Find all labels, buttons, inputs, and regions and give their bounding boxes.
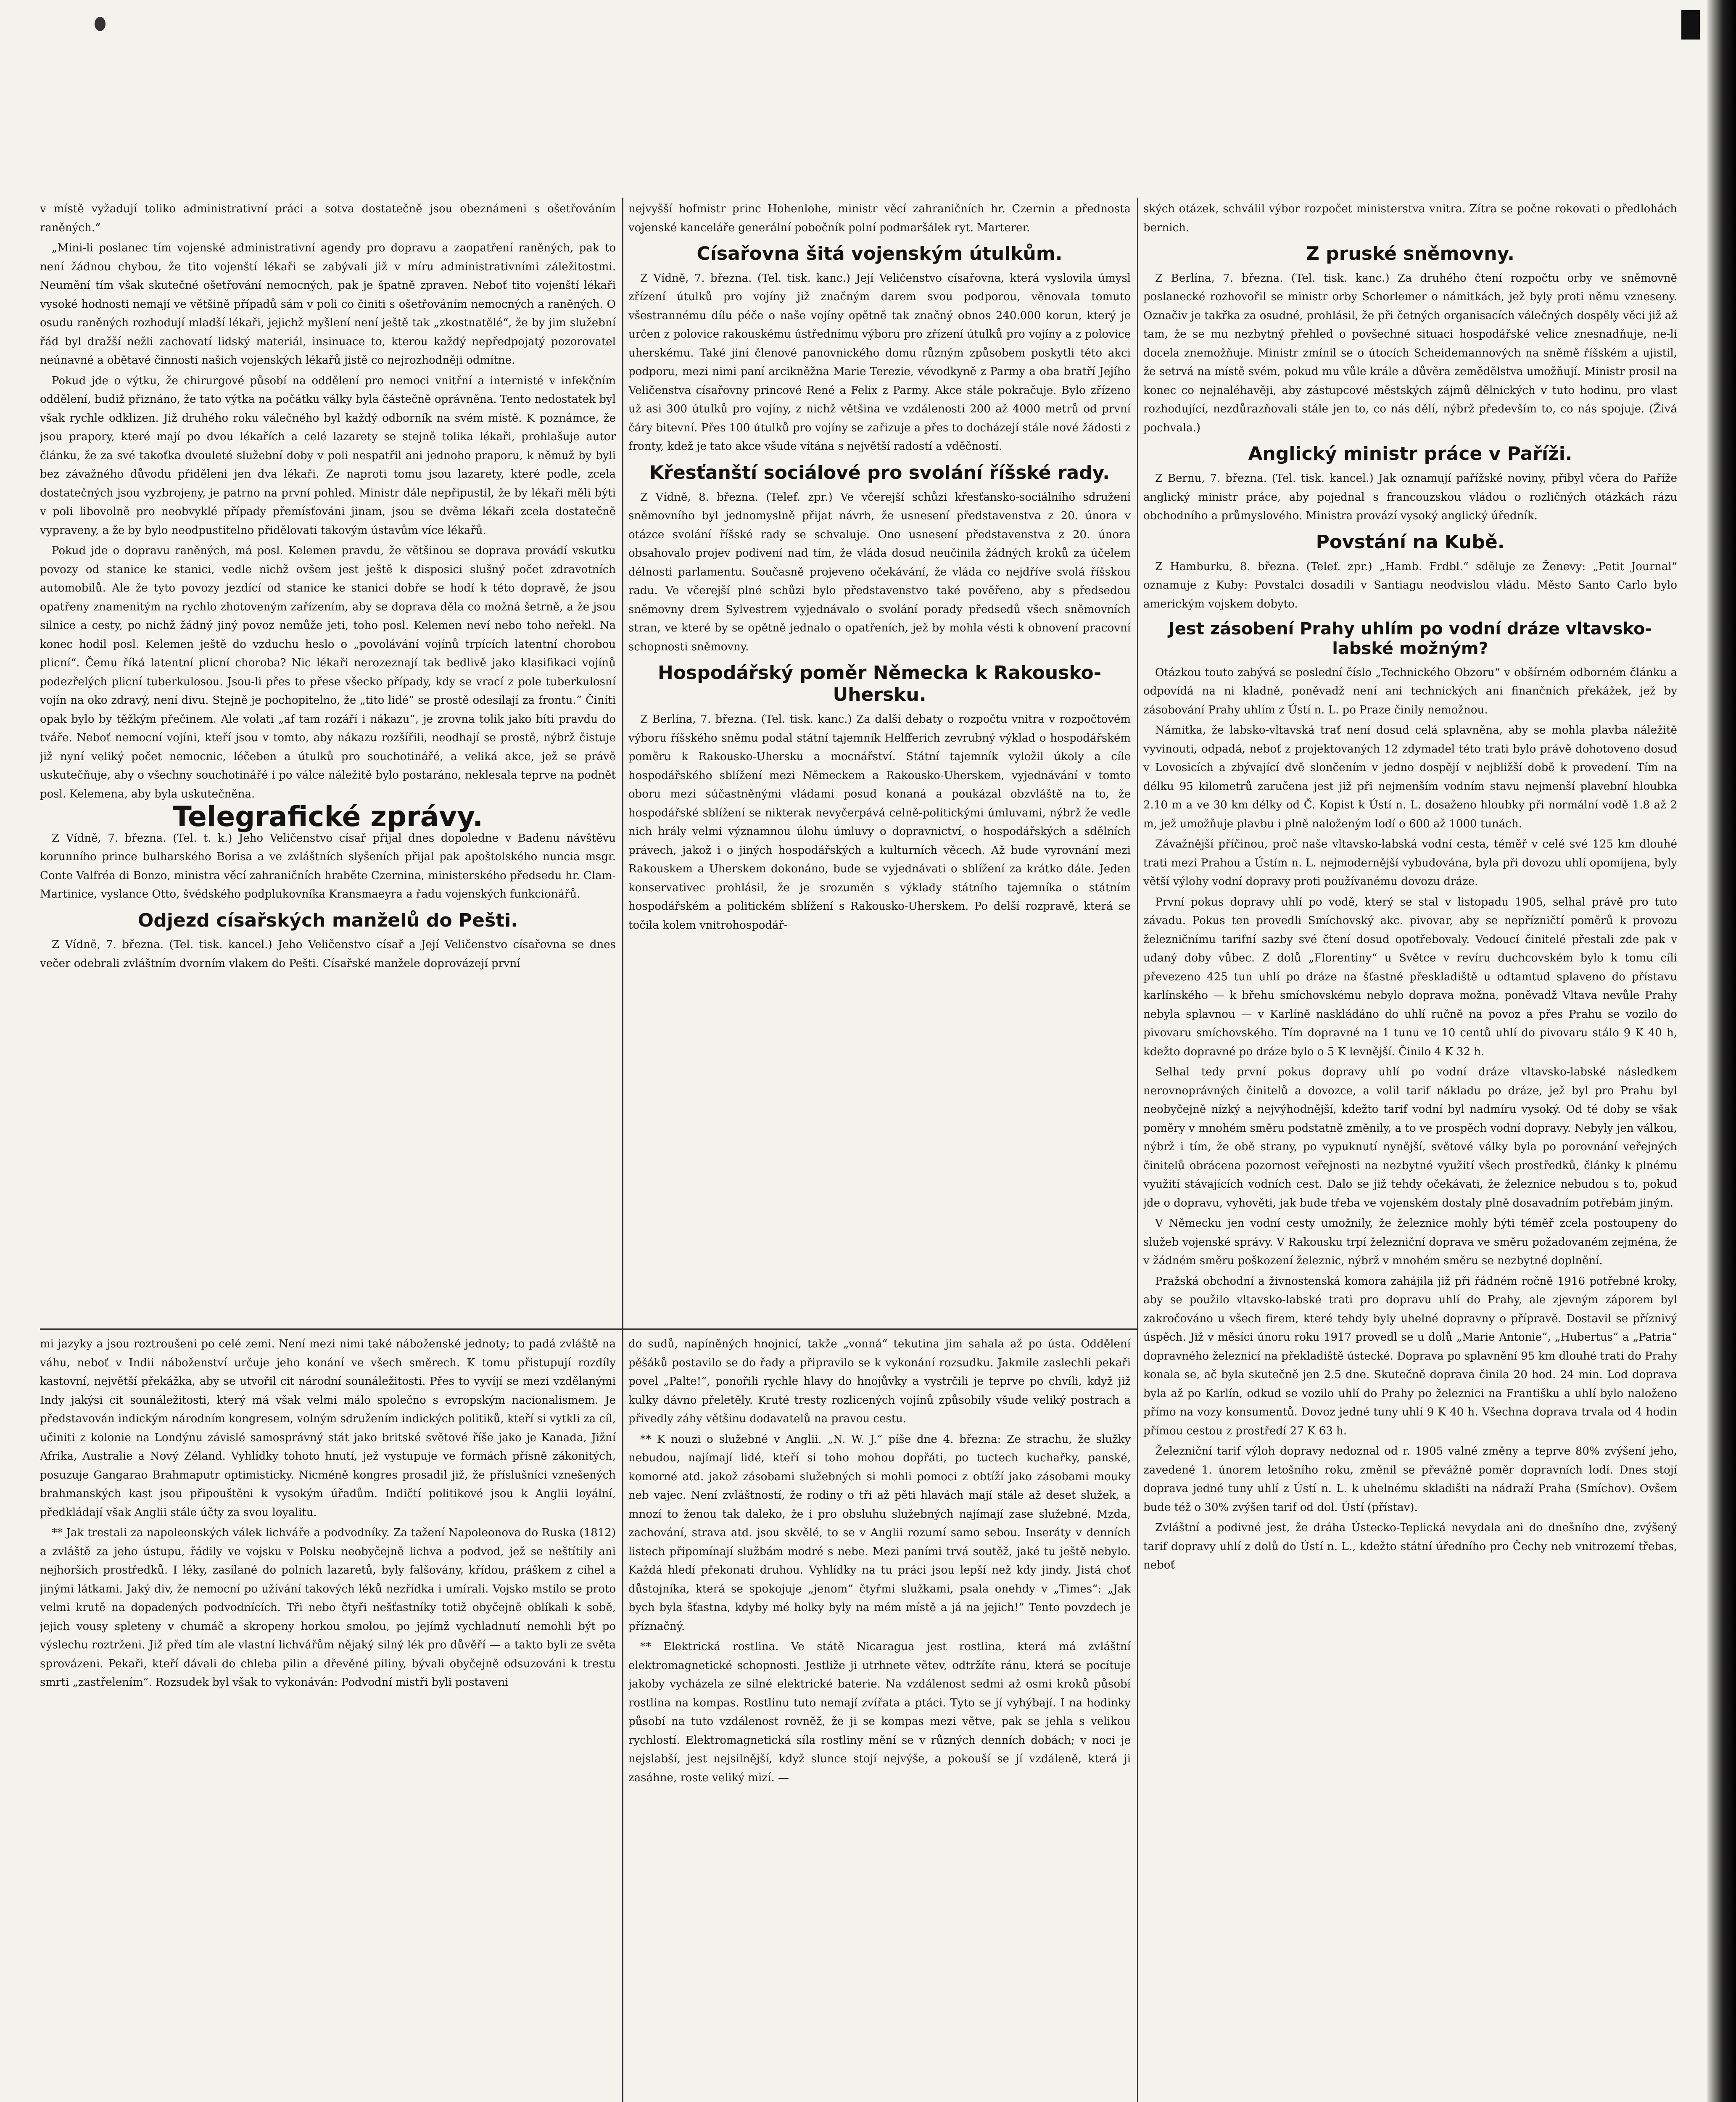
article-text: Železniční tarif výloh dopravy nedoznal od r. 1905 valné změny a teprve 80% zvýšení jeho, zavedené 1. únorem letošního roku, změnil se převážně poměr dopravních lodí. Dnes stojí doprava jedné tuny uhlí z Ústí n. L. k uhelnému skladišti na nádraží Praha (Smíchov). Ovšem bude též o 30% zvýšen tarif od dol. Ústí (přístav). [1143, 1445, 1677, 1514]
middle-column-top [628, 200, 1131, 1326]
news-item: Z Vídně, 7. března. (Tel. t. k.) Jeho Veličenstvo císař přijal dnes dopoledne v Badenu návštěvu korunního prince bulharského Borisa a ve zvláštních slyšeních přijal pak apoštolského nuncia msgr. Conte Valfréa di Bonzo, ministra věcí zahraničních hraběte Czernina, ministerského předsedu hr. Clam-Martinice, vyslance Otto, švédského podplukovníka Kransmaeyra a řadu vojenských funkcionářů. [40, 832, 616, 900]
article-heading: Z pruské sněmovny. [1306, 243, 1514, 264]
article-text: ** Jak trestali za napoleonských válek lichváře a podvodníky. Za tažení Napoleonova do Ruska (1812) a zvláště za jeho ústupu, řádily ve vojsku v Polsku neobyčejně lichva a podvod, jež se neštítily ani nejhorších prostředků. I léky, zasílané do polních lazaretů, byly falšovány, křídou, práškem z cihel a jinými látkami. Jaký div, že nemocní po užívání takových léků nezřídka i umírali. Vojsko mstilo se proto velmi krutě na dopadených podvodnících. Tři nebo čtyři nešťastníky totiž obyčejně oblíkali k sobě, jejich vousy spleteny v chumáč a skropeny horkou smolou, po jejímž vychladnutí nemohli být po výslechu roztrženi. Již před tím ale vlastní lichvářům nějaký silný lék pro důvěří — a takto byli ze světa sprovázeni. Pekaři, kteří dávali do chleba pilin a dřevěné piliny, bývali obyčejně odsuzováni k trestu smrti „zastřelením“. Rozsudek byl však to vykonáván: Podvodní mistři byli postaveni [40, 1526, 616, 1689]
ink-dot [95, 17, 106, 31]
middle-column-bottom [628, 1335, 1131, 2102]
article-text: ** K nouzi o služebné v Anglii. „N. W. J.“ píše dne 4. března: Ze strachu, že služky nebudou, najímají lidé, kteří si toho mohou dopřáti, po tuctech kuchařky, panské, komorné atd. jakož zásobami služebných si mohli pomoci z obtíží jako zásobami mouky neb vajec. Není zvláštností, že rodiny o tři až pěti hlavách mají stále až deset služek, a mnozí to ženou tak daleko, že i pro obsluhu služebných najímají zase služebné. Mzda, zachování, strava atd. jsou skvělé, to se v Anglii rozumí samo sebou. Inseráty v denních listech připomínají službám modré s nebe. Mezi paními trvá soutěž, jaké tu ještě nebylo. Každá hledí překonati druhou. Vyhlídky na tu práci jsou lepší než kdy jindy. Jistá choť důstojníka, která se spokojuje „jenom“ čtyřmi služkami, psala onehdy v „Times“: „Jak bych byla šťastna, kdyby mé holky byly na mém místě a já na jejich!“ Tento povzdech je příznačný. [628, 1433, 1131, 1633]
article-text: První pokus dopravy uhlí po vodě, který se stal v listopadu 1905, selhal právě pro tuto závadu. Pokus ten provedli Smíchovský akc. pivovar, aby se nepřízničtí poměrů k provozu železničnímu tarifní sazby své čtení dosud opotřebovaly. Vedoucí činitelé přestali zde pak v udaný doby vůbec. Z dolů „Florentiny“ u Světce v revíru duchcovském bylo k tomu cíli převezeno 425 tun uhlí po dráze na šťastné přeskladiště u odtamtud splaveno do přístavu karlínského — k břehu smíchovskému nebylo doprava možna, poněvadž Vltava nevůle Prahy nebyla splavnou — v Karlíně naskládáno do uhlí ručně na povoz a přes Prahu se vozilo do pivovaru smíchovského. Tím dopravné na 1 tunu ve 10 centů uhlí do pivovaru stálo 9 K 40 h, kdežto dopravné po dráze bylo o 5 K levnější. Činilo 4 K 32 h. [1143, 895, 1677, 1058]
news-item: ských otázek, schválil výbor rozpočet ministerstva vnitra. Zítra se počne rokovati o předlohách bernich. [1143, 203, 1677, 234]
column-rule [1137, 198, 1138, 2102]
column-rule [622, 198, 623, 1328]
news-item: Z Vídně, 7. března. (Tel. tisk. kanc.) Její Veličenstvo císařovna, která vyslovila úmysl zřízení útulků pro vojíny již značným darem svou podporou, věnovala tomuto všestrannému dílu péče o naše vojíny opětně tak značný obnos 240.000 korun, který je určen z polovice rakouskému ústřednímu výboru pro zřízení útulků pro vojíny a z polovice uherskému. Také jiní členové panovnického domu různým způsobem poskytli této akci podporu, mezi nimi paní arcikněžna Marie Terezie, vévodkyně z Parmy a oba bratří Jejího Veličenstva císařovny princové René a Felix z Parmy. Akce stále pokračuje. Bylo zřízeno už asi 300 útulků pro vojíny, z nichž většina ve vzdálenosti 200 až 4000 metrů od první čáry bitevní. Přes 100 útulků pro vojíny se zařizuje a přes to docházejí stále nové žádosti z fronty, kdež je tato akce všude vítána s největší radostí a vděčností. [628, 272, 1131, 453]
article-heading: Anglický ministr práce v Paříži. [1248, 443, 1572, 465]
article-heading: Povstání na Kubě. [1316, 531, 1505, 553]
news-item: Z Berlína, 7. března. (Tel. tisk. kanc.) Za druhého čtení rozpočtu orby ve sněmovně poslanecké rozhovořil se ministr orby Schorlemer o námitkách, jež byly proti němu vzneseny. Označiv je takřka za osudné, prohlásil, že při četných organisacích válečných dospěly věci již až tam, že se mu nezbytný přehled o povšechné situaci hospodářské velice znesnadňuje, ne-li docela znemožňuje. Ministr zmínil se o útocích Scheidemannových na sněmě říšském a ujistil, že setrvá na místě svém, pokud mu vůle krále a důvěra zemědělstva umožňují. Ministr prosil na konec co nejnaléhavěji, aby zástupcové městských zájmů dělnických v tuto hodinu, pro vlast rozhodující, nezdůrazňovali stále jen to, co nás dělí, nýbrž především to, co nás spojuje. (Živá pochvala.) [1143, 272, 1677, 434]
article-text: „Mini-li poslanec tím vojenské administrativní agendy pro dopravu a zaopatření raněných, pak to není žádnou chybou, že tito vojenští lékaři se zabývali již v míru administrativními záležitostmi. Neumění tím však skutečné ošetřování nemocných, pak je špatně zpraven. Neboť tito vojenští lékaři vysoké hodnosti nemají ve většině případů sám v poli co činiti s ošetřováním nemocných a raněných. O osudu raněných rozhodují mladší lékaři, jejichž myšlení není ještě tak „zkostnatělé“, že by jim služební řád byl dražší nežli zachovatí lidský materiál, insinuace to, kterou každý nepředpojatý pozorovatel neúnavné a obětavé činnosti našich vojenských lékařů jistě co nejrozhodněji odmítne. [40, 242, 616, 367]
news-item: Z Hamburku, 8. března. (Telef. zpr.) „Hamb. Frdbl.“ sděluje ze Ženevy: „Petit Journal“ oznamuje z Kuby: Povstalci dosadili v Santiagu neodvislou vládu. Město Santo Carlo bylo americkým vojskem dobyto. [1143, 560, 1677, 610]
news-item: nejvyšší hofmistr princ Hohenlohe, ministr věcí zahraničních hr. Czernin a přednosta vojenské kanceláře generální pobočník polní podmaršálek ryt. Marterer. [628, 203, 1131, 234]
article-text: mi jazyky a jsou roztroušeni po celé zemi. Není mezi nimi také náboženské jednoty; to padá zvláště na váhu, neboť v Indii náboženství určuje jeho konání ve všech směrech. K tomu přistupují rozdíly kastovní, největší překážka, aby se utvořil cit národní sounáležitosti. Přes to vyvíjí se mezi vzdělanými Indy jakýsi cit sounáležitosti, který má však velmi málo společno s evropským nacionalismem. Je představován indickým národním kongresem, volným sdružením indických politiků, kteří si vytkli za cíl, učiniti z kolonie na Londýnu závislé samosprávný stát jako britské světové říše jako je Kanada, Jižní Afrika, Australie a Nový Zéland. Vyhlídky tohoto hnutí, jež vystupuje ve formách přísně zákonitých, posuzuje Gangarao Brahmaputr optimisticky. Nicméně kongres prosadil již, že příslušníci vznešených brahmanských kast jsou připouštěni k vysokým úřadům. Indičtí politikové jsou k Anglii loyální, předkládají však Anglii stále účty za svou loyalitu. [40, 1338, 616, 1519]
right-column [1143, 200, 1677, 2102]
article-text: Pražská obchodní a živnostenská komora zahájila již při řádném ročně 1916 potřebné kroky, aby se použilo vltavsko-labské trati pro dopravu uhlí do Prahy, ale zjevným záporem byl zakročováno u všech firem, které tehdy byly uhelné dopravny o přípravě. Dostavil se příznivý úspěch. Již v měsíci únoru roku 1917 provedl se u dolů „Marie Antonie“, „Hubertus“ a „Patria“ dopravného železnicí na překladiště ústecké. Doprava po splavnění 95 km dlouhé trati do Prahy konala se, ač byla skutečně jen 2.5 dne. Skutečně doprava činila 20 hod. 24 min. Lod doprava byla až po Karlín, odkud se vozilo uhlí do Prahy po železnici na Františku a uhlí bylo naloženo přímo na vozy konsumentů. Dovoz jedné tuny uhlí 9 K 40 h. Všechna doprava trvala od 4 hodin přímou cestou z prostředí 27 K 63 h. [1143, 1275, 1677, 1437]
column-rule [622, 1328, 623, 2102]
section-heading: Telegrafické zprávy. [172, 800, 483, 833]
article-heading: Císařovna šitá vojenským útulkům. [697, 243, 1063, 264]
article-text: V Německu jen vodní cesty umožnily, že železnice mohly býti téměř zcela postoupeny do služeb vojenské správy. V Rakousku trpí železniční doprava ve směru požadovaném zejména, že v žádném směru poškození železnic, nýbrž v mnohém směru se nezbytné doplnění. [1143, 1217, 1677, 1268]
article-text: ** Elektrická rostlina. Ve státě Nicaragua jest rostlina, která má zvláštní elektromagnetické schopnosti. Jestliže ji utrhnete větev, odtržíte ránu, která se pocítuje jakoby vycházela ze silné elektrické baterie. Na vzdálenost sedmi až osmi kroků působí rostlina na kompas. Rostlinu tuto nemají zvířata a ptáci. Tyto se jí vyhýbají. I na hodinky působí na tuto vzdálenost rovněž, že ji se kompas mezi větve, pak se jehla s velikou rychlostí. Elektromagnetická síla rostliny mění se v různých denních dobách; v noci je nejslabší, jest nejsilnější, když slunce stojí nejvýše, a pokouší se jí vzdáleně, která ji zasáhne, roste veliký mizí. — [628, 1640, 1131, 1784]
article-text: Pokud jde o výtku, že chirurgové působí na oddělení pro nemoci vnitřní a internisté v infekčním oddělení, budiž přiznáno, že tato výtka na počátku války byla částečně oprávněna. Tento nedostatek byl však rychle odklizen. Již druhého roku válečného byl každý odborník na svém místě. K poznámce, že jsou prapory, které mají po dvou lékařích a celé lazarety se stejně tolika lékaři, prohlašuje autor článku, že za své takoťka dvouleté služební doby v poli nespatřil ani jednoho praporu, k němuž by byli bez závažného důvodu přiděleni jen dva lékaři. Ze naproti tomu jsou lazarety, které podle, zcela dostatečných jsou vyzbrojeny, je patrno na první pohled. Ministr dále nepřipustil, že by lékaři měli býti v poli libovolně pro neobvyklé případy přemísťováni jinam, jsou se dvěma lékaři zcela dostatečně vypraveny, a že by bylo neodpustitelno přidělovati takovým ústavům více lékařů. [40, 374, 616, 537]
news-item: Z Vídně, 8. března. (Telef. zpr.) Ve včerejší schůzi křesťansko-sociálního sdružení sněmovního byl jednomyslně přijat návrh, že usnesení představenstva z 20. února v otázce svolání říšské rady se schvaluje. Ono usnesení představenstva z 20. února obsahovalo projev podivení nad tím, že vláda dosud neučinila žádných kroků za účelem délnosti parlamentu. Současně projeveno očekávání, že vláda co nejdříve svolá říšskou radu. Ve včerejší plné schůzi bylo představenstvo také pověřeno, aby s předsedou sněmovny drem Sylvestrem vyjednávalo o svolání porady předsedů všech sněmovních stran, ve které by se opětně jednalo o opatřeních, jež by mohla vésti k obnovení pracovní schopnosti sněmovny. [628, 491, 1131, 653]
article-text: Zvláštní a podivné jest, že dráha Ústecko-Teplická nevydala ani do dnešního dne, zvýšený tarif dopravy uhlí z dolů do Ústí n. L., kdežto státní úředního pro Čechy neb vnitrozemí třebas, neboť [1143, 1521, 1677, 1572]
news-item: Z Berlína, 7. března. (Tel. tisk. kanc.) Za další debaty o rozpočtu vnitra v rozpočtovém výboru říšského sněmu podal státní tajemník Helfferich zevrubný výklad o hospodářském poměru k Rakousko-Uhersku a mocnářství. Státní tajemník vyložil úkoly a cíle hospodářského sblížení mezi Německem a Rakousko-Uherskem, vyjednávání v tomto oboru mezi súčastněnými vládami posud konaná a poukázal obzvláště na to, že hospodářské sblížení se nikterak nevyčerpává celně-politickými úmluvami, nýbrž že vedle nich hrály velmi významnou úlohu úmluvy o dopravnictví, o hospodářských a sdělních právech, jakož i o jiných hospodářských a kulturních věcech. Až bude vyrovnání mezi Rakouskem a Uherskem dokonáno, bude se vyjednávati o sblížení za krátko dále. Jeden konservativec prohlásil, že je srozuměn s výklady státního tajemníka o státním hospodářském a politickém sblížení s Rakousko-Uherskem. Po delší rozpravě, která se točila kolem vnitrohospodář- [628, 713, 1131, 932]
article-heading: Hospodářský poměr Německa k Rakousko-Uhersku. [658, 662, 1101, 706]
article-text: v místě vyžadují toliko administrativní práci a sotva dostatečně jsou obeznámeni s ošetřováním raněných.“ [40, 203, 616, 234]
article-text: Pokud jde o dopravu raněných, má posl. Kelemen pravdu, že většinou se doprava provádí vskutku povozy od stanice ke stanici, vedle nichž ovšem jest ještě k disposici slušný počet zdravotních automobilů. Ale že tyto povozy jezdící od stanice ke stanici dobře se hodí k této dopravě, že jsou opatřeny znamenitým na rychlo zhotoveným zařízením, aby se doprava děla co možná šetrně, a že jsou silnice a cesty, po nichž žádný jiný povoz nemůže jeti, toho posl. Kelemen neví nebo toho neřekl. Na konec hodil posl. Kelemen ještě do vzduchu heslo o „povolávání vojínů trpících latentní chorobou plicní“. Čemu říká latentní plicní choroba? Nic lékaři nerozeznají tak bedlivě jako klasifikaci vojínů podezřelých plicní tuberkulosou. Jsou-li přes to přese všecko případy, kdy se vrací z pole tuberkulosní vojín na oko zdravý, není divu. Stejně je pochopitelno, že „tito lidé“ se prostě odesílají za frontu.“ Činíti opak bylo by těžkým přečinem. Ale volati „af tam rozáří i nákazu“, je zrovna tolik jako bíti pravdu do tváře. Neboť nemocní vojíni, kteří jsou v tomto, aby nákazu rozšířili, neodhají se prostě, nýbrž čistuje již nyní veliký počet nemocnic, léčeben a útulků pro souchotinářé, a veliká akce, jež se právě uskutečňuje, aby o všechny souchotinářé i po válce náležitě bylo postaráno, neklesala teprve na podnět posl. Kelemena, aby byla uskutečněna. [40, 544, 616, 800]
page-edge-shadow [1707, 0, 1736, 2102]
article-heading: Jest zásobení Prahy uhlím po vodní dráze vltavsko-labské možným? [1168, 619, 1652, 659]
left-column-top [40, 200, 616, 1326]
article-heading: Křesťanští sociálové pro svolání říšské rady. [649, 462, 1110, 483]
page-corner-mark [1681, 10, 1700, 40]
article-text: Otázkou touto zabývá se poslední číslo „Technického Obzoru“ v obšírném odborném článku a odpovídá na ni kladně, poněvadž není ani technických ani finančních překážek, jež by zásobování Prahy uhlím z Ústí n. L. po Praze činily nemožnou. [1143, 666, 1677, 716]
article-heading: Odjezd císařských manželů do Pešti. [137, 909, 518, 931]
left-column-bottom [40, 1335, 616, 2102]
article-text: Námitka, že labsko-vltavská trať není dosud celá splavněna, aby se mohla plavba náležitě vyvinouti, odpadá, neboť z projektovaných 12 zdymadel této trati bylo právě dohotoveno dosud v Lovosicích a zbývající dvě slončením v jedno dospějí v nejbližší době k provedení. Tím na délku 95 kilometrů zaručena jest již při nejmenším vodním stavu nejmenší plavební hloubka 2.10 m a ve 30 km délky od Č. Kopist k Ústí n. L. dosaženo hloubky při normální vodě 1.8 až 2 m, jež umožňuje plavbu i plně naloženým lodí o 600 až 1000 tunách. [1143, 724, 1677, 830]
article-text: do sudů, napíněných hnojnicí, takže „vonná“ tekutina jim sahala až po ústa. Oddělení pěšáků postavilo se do řady a připravilo se k vykonání rozsudku. Jakmile zaslechli pekaři povel „Palte!“, ponořili rychle hlavy do hnojůvky a vystrčili je teprve po chvíli, když již kulky dávno přeletěly. Kruté tresty rozlicených vojínů způsobily všude veliký postrach a přivedly záhy většinu dodavatelů na pravou cestu. [628, 1338, 1131, 1425]
news-item: Z Vídně, 7. března. (Tel. tisk. kancel.) Jeho Veličenstvo císař a Její Veličenstvo císařovna se dnes večer odebrali zvláštním dvorním vlakem do Pešti. Císařské manžele doprovázejí první [40, 938, 616, 970]
article-text: Závažnější příčinou, proč naše vltavsko-labská vodní cesta, téměř v celé své 125 km dlouhé trati mezi Prahou a Ústím n. L. nejmodernější vybudována, byla při dovozu uhlí opomíjena, byly větší výlohy vodní dopravy proti používanému dovozu dráze. [1143, 838, 1677, 888]
article-text: Selhal tedy první pokus dopravy uhlí po vodní dráze vltavsko-labské následkem nerovnoprávných činitelů a dovozce, a volil tarif nákladu po dráze, jež byl pro Prahu byl neobyčejně nízký a nejvýhodnější, kdežto tarif vodní byl nadmíru vysoký. Od té doby se však poměry v mnohém směru podstatně změnily, a to ve prospěch vodní dopravy. Nebyly jen válkou, nýbrž i tím, že obě strany, po vypuknutí nynější, světové války byla po porovnání veřejných činitelů obrácena pozornost veřejnosti na nezbytné využití všech prostředků, články k plnému využití stávajících vodních cest. Dalo se již tehdy očekávati, že železnice nebudou s to, pokud jde o dopravu, vyhověti, jak bude třeba ve vojenském dostaly plně dosavadním potřebám jiným. [1143, 1066, 1677, 1209]
news-item: Z Bernu, 7. března. (Tel. tisk. kancel.) Jak oznamují pařížské noviny, přibyl včera do Paříže anglický ministr práce, aby pojednal s francouzskou vládou o rozličných otázkách rázu obchodního a průmyslového. Ministra provází vysoký anglický úředník. [1143, 472, 1677, 523]
section-rule [40, 1328, 1137, 1330]
